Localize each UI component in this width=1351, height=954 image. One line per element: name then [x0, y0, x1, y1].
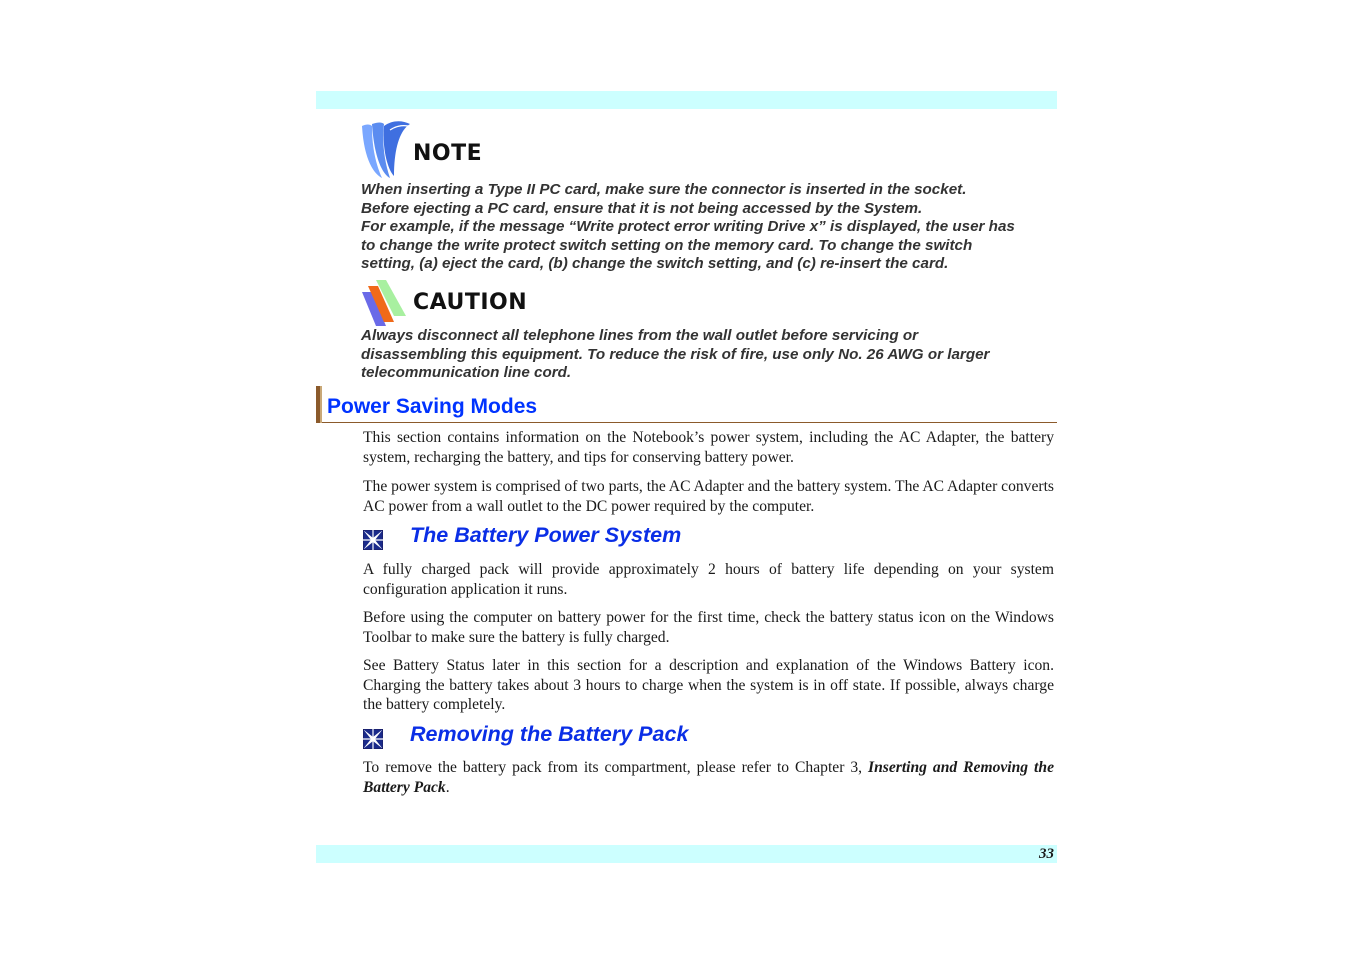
- chapter-reference: Inserting and Removing the Battery Pack: [363, 759, 1054, 796]
- note-line: to change the write protect switch setting on the memory card. To change the switch: [361, 236, 973, 254]
- removing-battery-paragraph: [363, 758, 1054, 797]
- caution-text: [361, 327, 1061, 383]
- page-number: 33: [1039, 846, 1054, 862]
- battery-paragraph: Before using the computer on battery power for the first time, check the battery status icon on the Windows Toolbar to make sure the battery is fully charged.: [363, 609, 1054, 646]
- section-rule: [322, 422, 1057, 423]
- caution-line: telecommunication line cord.: [361, 364, 572, 382]
- note-feather-icon: [360, 120, 412, 180]
- battery-paragraph: See Battery Status later in this section for a description and explanation of the Windows Battery icon. Charging the battery takes about 3 hours to charge when the system is in off state. If possible, always charge the battery completely.: [363, 657, 1054, 714]
- caution-line: Always disconnect all telephone lines from the wall outlet before servicing or: [361, 327, 919, 344]
- removing-battery-title: Removing the Battery Pack: [410, 722, 689, 746]
- caution-line: disassembling this equipment. To reduce the risk of fire, use only No. 26 AWG or larger: [361, 345, 990, 363]
- caution-title: CAUTION: [413, 290, 528, 315]
- note-line: When inserting a Type II PC card, make sure the connector is inserted in the socket.: [361, 181, 967, 198]
- star-box-icon: [363, 530, 383, 550]
- star-box-icon: [363, 729, 383, 749]
- note-text: [361, 181, 1061, 274]
- footer-band: [316, 845, 1057, 863]
- battery-paragraph: A fully charged pack will provide approximately 2 hours of battery life depending on your system configuration application it runs.: [363, 561, 1054, 598]
- note-line: Before ejecting a PC card, ensure that it is not being accessed by the System.: [361, 199, 923, 217]
- removing-text: To remove the battery pack from its compartment, please refer to Chapter 3,: [363, 759, 869, 776]
- note-line: For example, if the message “Write protect error writing Drive x” is displayed, the user has: [361, 218, 1015, 236]
- battery-system-title: The Battery Power System: [410, 523, 682, 547]
- caution-stack-icon: [360, 278, 410, 328]
- note-line: setting, (a) eject the card, (b) change the switch setting, and (c) re-insert the card.: [361, 255, 949, 273]
- section-paragraph: The power system is comprised of two parts, the AC Adapter and the battery system. The AC Adapter converts AC power from a wall outlet to the DC power required by the computer.: [363, 478, 1054, 515]
- section-title: Power Saving Modes: [327, 395, 538, 418]
- note-title: NOTE: [413, 141, 483, 166]
- section-paragraph: This section contains information on the Notebook’s power system, including the AC Adapter, the battery system, recharging the battery, and tips for conserving battery power.: [363, 429, 1054, 466]
- header-band: [316, 91, 1057, 109]
- section-bar-accent: [320, 386, 322, 423]
- removing-text-end: .: [445, 778, 450, 796]
